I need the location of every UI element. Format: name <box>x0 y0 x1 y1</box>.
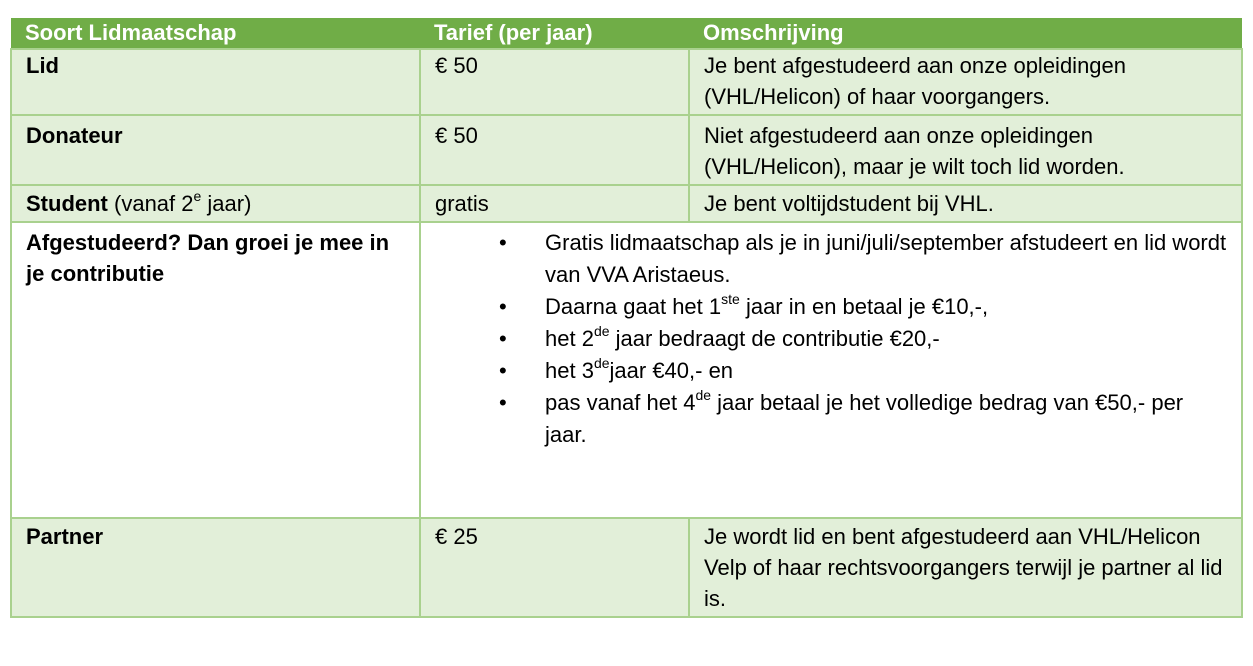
header-rate: Tarief (per jaar) <box>420 18 689 49</box>
bullet-text: pas vanaf het 4 <box>545 390 696 415</box>
type-note-post: jaar) <box>201 191 252 216</box>
membership-table <box>10 18 1243 618</box>
bullet-text-rest: jaar in en betaal je €10,-, <box>739 294 989 319</box>
type-cell: Lid <box>11 49 420 115</box>
bullet-text: Daarna gaat het 1 <box>545 294 722 319</box>
bullet-sup: de <box>695 386 712 403</box>
type-cell: Partner <box>11 518 420 617</box>
rate-cell: € 50 <box>420 49 689 115</box>
list-item <box>545 355 1227 387</box>
type-cell <box>11 185 420 222</box>
table-row <box>11 115 1242 185</box>
bullet-cell <box>420 222 1242 518</box>
description-cell: Je wordt lid en bent afgestudeerd aan VHL/Helicon Velp of haar rechtsvoorgangers terwijl je partner al lid is. <box>689 518 1242 617</box>
rate-cell: gratis <box>420 185 689 222</box>
description-cell: Je bent afgestudeerd aan onze opleidingen (VHL/Helicon) of haar voorgangers. <box>689 49 1242 115</box>
bullet-sup: de <box>593 322 610 339</box>
description-cell: Je bent voltijdstudent bij VHL. <box>689 185 1242 222</box>
bullet-sup: de <box>593 354 610 371</box>
rate-cell: € 25 <box>420 518 689 617</box>
type-note: (vanaf 2 <box>107 191 194 216</box>
bullet-text: het 3 <box>545 358 594 383</box>
contribution-list <box>435 227 1227 451</box>
header-row <box>11 18 1242 49</box>
bullet-text: Gratis lidmaatschap als je in juni/juli/september afstudeert en lid wordt van VVA Aristaeus. <box>545 230 1227 287</box>
header-type: Soort Lidmaatschap <box>11 18 420 49</box>
list-item <box>545 291 1227 323</box>
type-note-sup: e <box>193 187 202 204</box>
type-cell: Afgestudeerd? Dan groei je mee in je contributie <box>11 222 420 518</box>
bullet-text: het 2 <box>545 326 594 351</box>
table-row <box>11 222 1242 518</box>
bullet-text-rest: jaar bedraagt de contributie €20,- <box>609 326 940 351</box>
type-cell: Donateur <box>11 115 420 185</box>
bullet-text-rest: jaar €40,- en <box>609 358 734 383</box>
description-cell: Niet afgestudeerd aan onze opleidingen (VHL/Helicon), maar je wilt toch lid worden. <box>689 115 1242 185</box>
list-item <box>545 387 1227 451</box>
list-item <box>545 227 1227 291</box>
rate-cell: € 50 <box>420 115 689 185</box>
table-row <box>11 185 1242 222</box>
table-row <box>11 49 1242 115</box>
header-description: Omschrijving <box>689 18 1242 49</box>
type-label: Student <box>26 191 108 216</box>
table-row <box>11 518 1242 617</box>
bullet-text-rest: jaar betaal je het volledige bedrag van €50,- per jaar. <box>545 390 1184 447</box>
list-item <box>545 323 1227 355</box>
bullet-sup: ste <box>721 290 740 307</box>
